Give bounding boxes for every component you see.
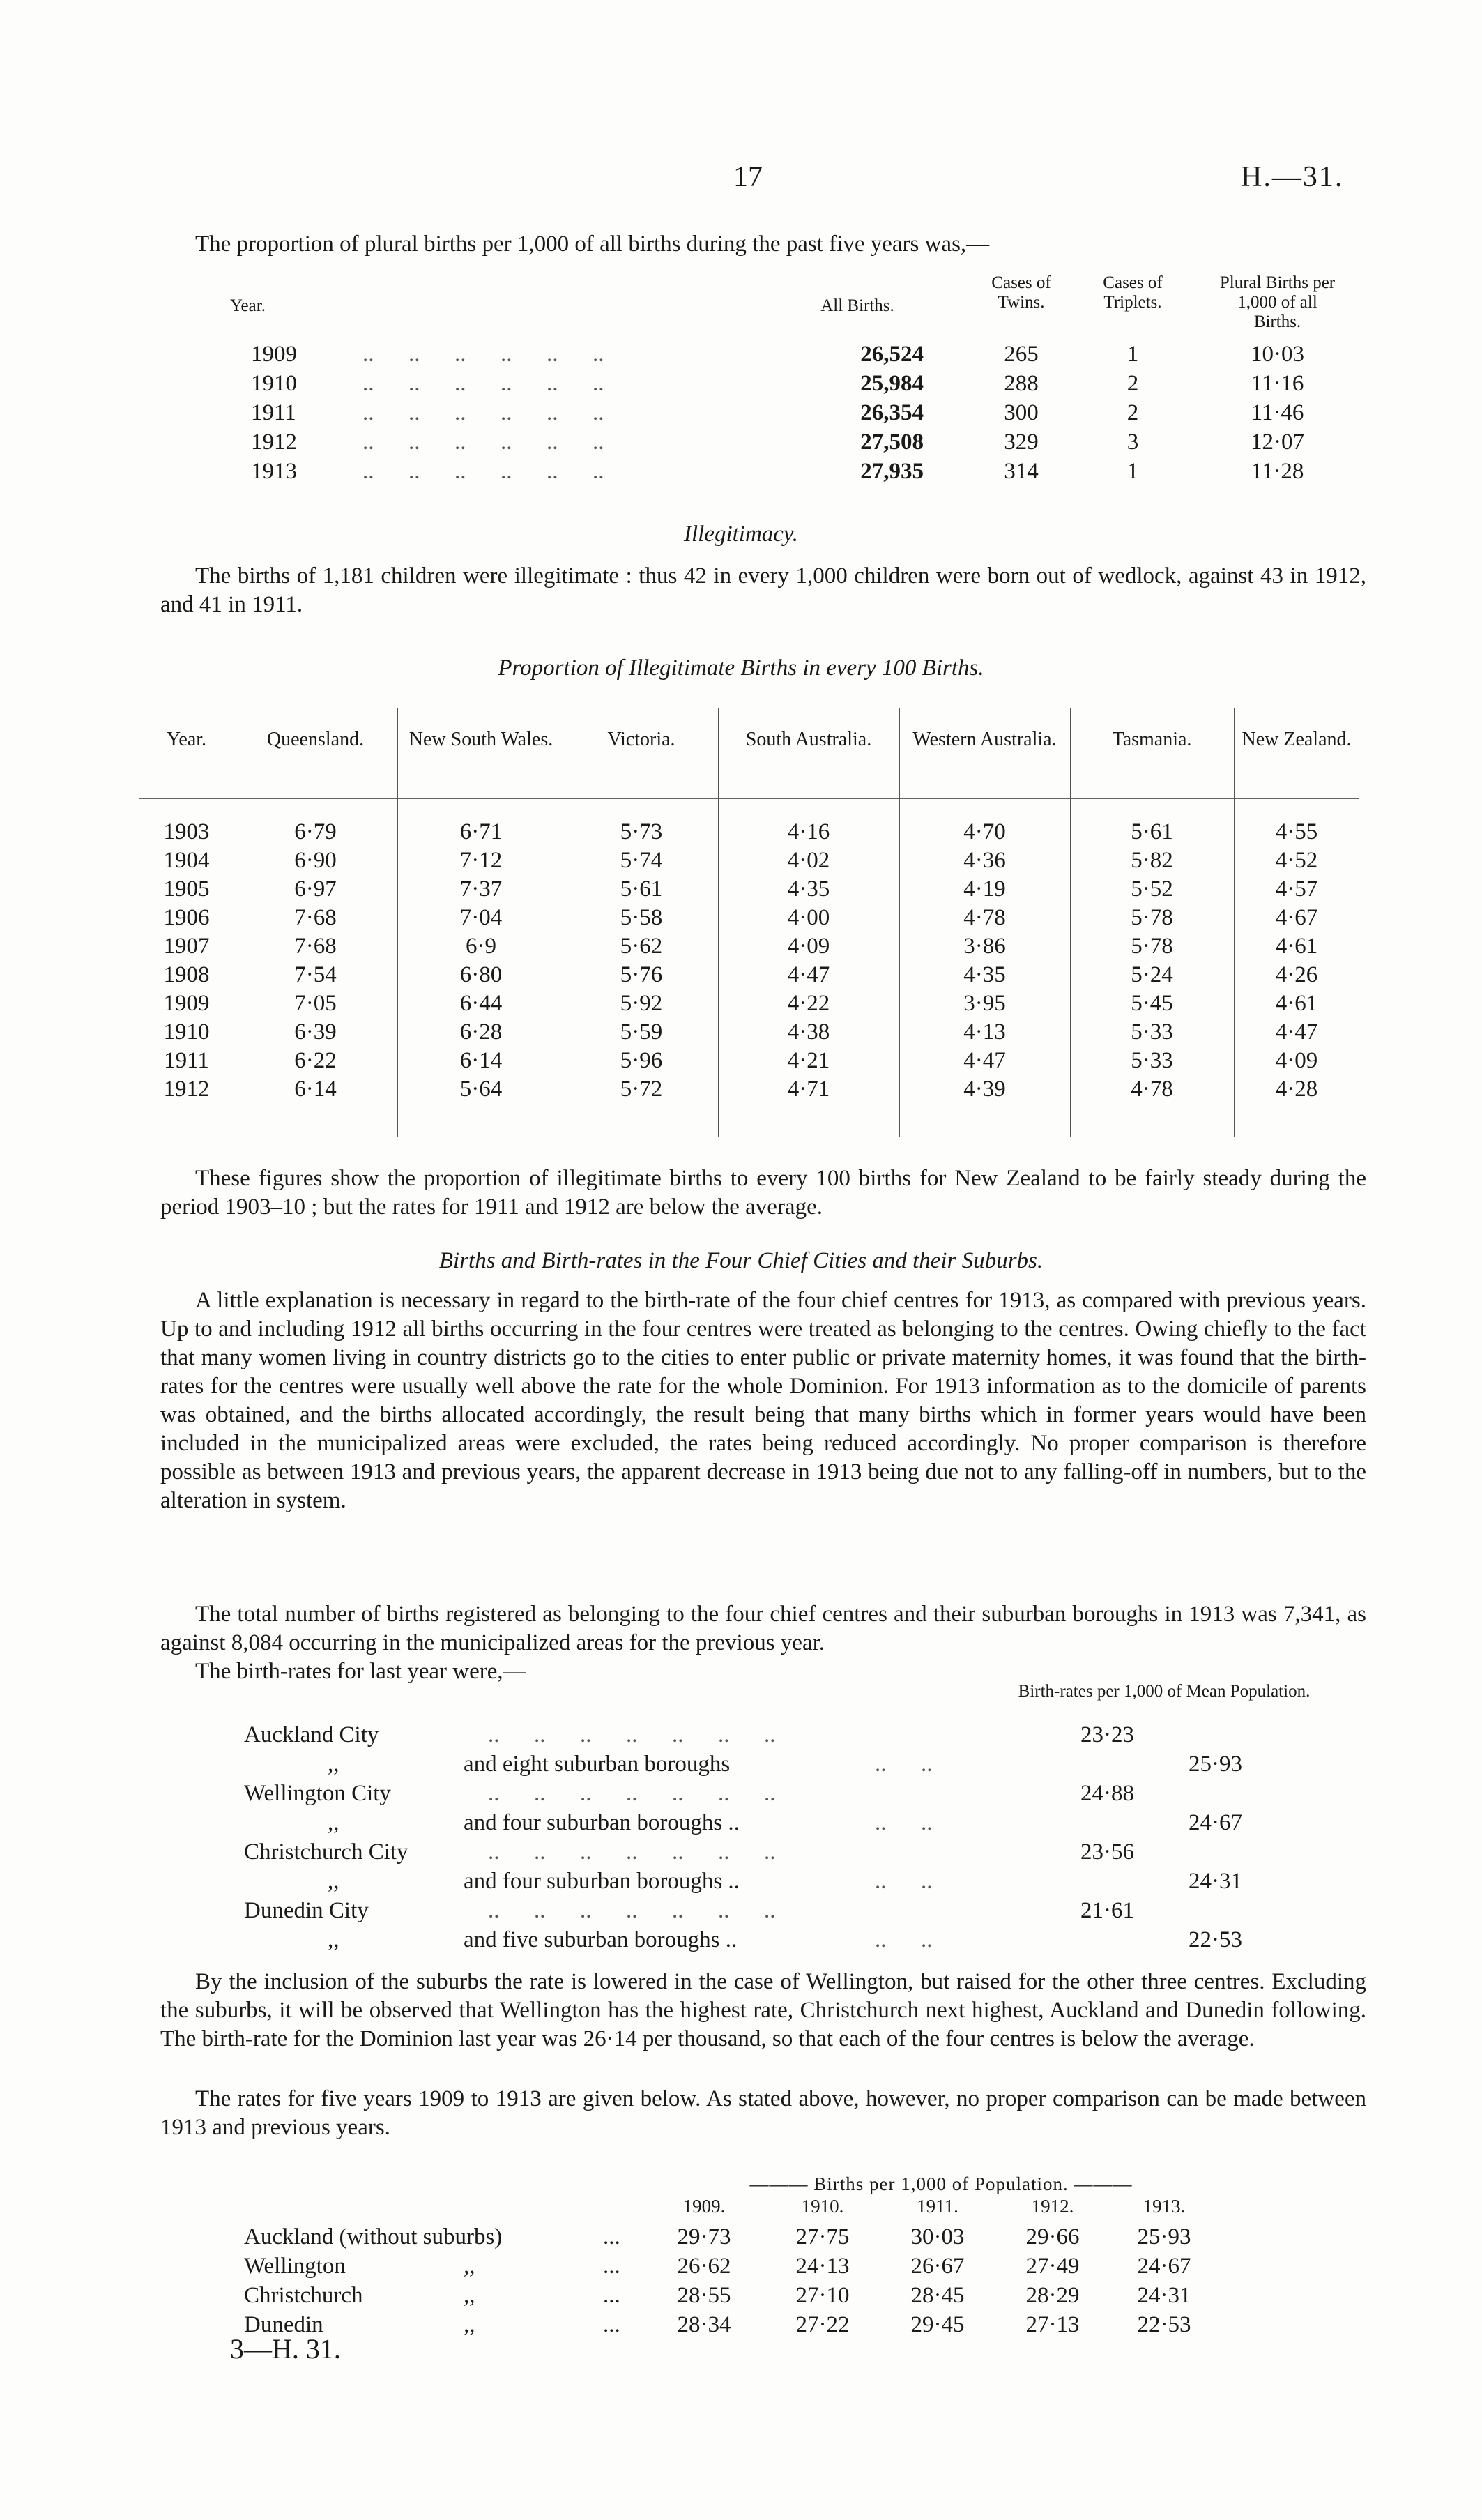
- row-year: 1909: [163, 991, 210, 1016]
- table-header-rule: [139, 798, 1359, 799]
- plural-year: 1909: [251, 342, 297, 367]
- rate-cell: 5·82: [1131, 848, 1173, 873]
- five-rate: 27·22: [795, 2312, 850, 2337]
- leader-dots: .. .. .. .. .. ..: [362, 459, 604, 484]
- city-label: Dunedin City: [244, 1898, 369, 1923]
- rate-cell: 6·28: [459, 1019, 503, 1045]
- five-city: Auckland (without suburbs): [244, 2224, 503, 2249]
- rate-cell: 4·47: [787, 962, 830, 987]
- plural-twins: 288: [1004, 371, 1039, 396]
- rate-cell: 4·13: [963, 1019, 1006, 1045]
- plural-all-births: 25,984: [860, 371, 924, 396]
- plural-rate: 11·16: [1251, 371, 1304, 396]
- rate-cell: 6·39: [294, 1019, 337, 1045]
- ditto-mark: ,,: [328, 1752, 339, 1777]
- city-rate: 24·88: [1080, 1781, 1134, 1806]
- illegitimacy-paragraph: The births of 1,181 children were illegitimate : thus 42 in every 1,000 children were born out of wedlock, against 43 in 1912, and 41 in 1911.: [160, 563, 1366, 617]
- rate-cell: 6·44: [459, 991, 503, 1016]
- leader-dots: ...: [603, 2283, 620, 2308]
- year-header: 1913.: [1143, 2196, 1186, 2217]
- suburb-rate: 24·67: [1189, 1810, 1242, 1835]
- document-reference: H.—31.: [1241, 161, 1344, 193]
- suburb-label: and four suburban boroughs ..: [464, 1810, 740, 1835]
- ditto-mark: ,,: [328, 1869, 339, 1894]
- plural-triplets: 2: [1126, 371, 1139, 396]
- plural-all-births: 26,354: [860, 400, 924, 425]
- five-rate: 24·67: [1137, 2254, 1191, 2279]
- five-rate: 29·45: [910, 2312, 965, 2337]
- five-rate: 29·66: [1025, 2224, 1080, 2249]
- plural-twins: 265: [1004, 342, 1039, 367]
- five-rate: 26·67: [910, 2254, 965, 2279]
- rate-cell: 3·86: [963, 934, 1006, 959]
- plural-col-all-births: All Births.: [820, 296, 894, 315]
- rate-cell: 4·16: [787, 819, 830, 844]
- leader-dots: .. .. .. .. .. ..: [362, 371, 604, 396]
- leader-dots: .. ..: [875, 1810, 933, 1835]
- city-label: Auckland City: [244, 1722, 379, 1747]
- five-rate: 28·29: [1025, 2283, 1080, 2308]
- rate-cell: 5·61: [620, 876, 663, 902]
- plural-rate: 12·07: [1251, 430, 1304, 455]
- plural-triplets: 3: [1126, 430, 1139, 455]
- row-year: 1907: [163, 934, 210, 959]
- rate-cell: 4·55: [1275, 819, 1318, 844]
- rate-cell: 4·38: [787, 1019, 830, 1045]
- rate-cell: 7·04: [459, 905, 503, 930]
- rate-cell: 5·45: [1131, 991, 1173, 1016]
- rate-cell: 4·71: [787, 1077, 830, 1102]
- row-year: 1905: [163, 876, 210, 902]
- column-header: Victoria.: [607, 729, 675, 750]
- rate-cell: 4·61: [1275, 991, 1318, 1016]
- cities-paragraph-3: The birth-rates for last year were,—: [195, 1659, 526, 1684]
- plural-year: 1911: [251, 400, 296, 425]
- ditto-mark: ,,: [464, 2254, 475, 2279]
- leader-dots: .. .. .. .. .. ..: [362, 342, 604, 367]
- rate-cell: 7·12: [459, 848, 503, 873]
- five-rate: 28·45: [910, 2283, 965, 2308]
- rate-cell: 4·39: [963, 1077, 1006, 1102]
- rate-cell: 4·78: [963, 905, 1006, 930]
- five-rate: 27·75: [795, 2224, 850, 2249]
- rate-cell: 4·19: [963, 876, 1006, 902]
- suburb-rate: 24·31: [1189, 1869, 1242, 1894]
- five-city: Christchurch: [244, 2283, 363, 2308]
- row-year: 1906: [163, 905, 210, 930]
- year-header: 1910.: [801, 2196, 844, 2217]
- leader-dots: .. ..: [875, 1752, 933, 1777]
- ditto-mark: ,,: [464, 2312, 475, 2337]
- leader-dots: .. .. .. .. .. .. ..: [488, 1722, 776, 1747]
- ditto-mark: ,,: [328, 1927, 339, 1952]
- illegitimacy-comment: These figures show the proportion of illegitimate births to every 100 births for New Zealand to be fairly steady during the period 1903–10 ; but the rates for 1911 and 1912 are below the average.: [160, 1166, 1366, 1220]
- city-rate: 23·56: [1080, 1839, 1134, 1865]
- rate-cell: 5·52: [1131, 876, 1173, 902]
- plural-triplets: 1: [1126, 459, 1139, 484]
- rate-cell: 5·58: [620, 905, 663, 930]
- rate-cell: 5·64: [459, 1077, 503, 1102]
- column-header: Western Australia.: [912, 729, 1057, 750]
- five-rate: 28·34: [677, 2312, 731, 2337]
- page-number: 17: [733, 161, 763, 193]
- row-year: 1910: [163, 1019, 210, 1045]
- rate-cell: 4·21: [787, 1048, 830, 1073]
- cities-paragraph-5: The rates for five years 1909 to 1913 are given below. As stated above, however, no proper comparison can be made between 1913 and previous years.: [160, 2086, 1366, 2140]
- five-rate: 28·55: [677, 2283, 731, 2308]
- five-rate: 24·13: [795, 2254, 850, 2279]
- leader-dots: ...: [603, 2254, 620, 2279]
- rate-cell: 4·36: [963, 848, 1006, 873]
- rate-cell: 4·35: [787, 876, 830, 902]
- rate-cell: 5·33: [1131, 1048, 1173, 1073]
- plural-col-rate: Plural Births per 1,000 of all Births.: [1219, 273, 1336, 331]
- rate-cell: 5·78: [1131, 934, 1173, 959]
- rate-cell: 5·33: [1131, 1019, 1173, 1045]
- rate-cell: 6·14: [294, 1077, 337, 1102]
- five-rate: 25·93: [1137, 2224, 1191, 2249]
- signature-mark: 3—H. 31.: [230, 2333, 341, 2365]
- rate-cell: 7·05: [294, 991, 337, 1016]
- plural-all-births: 27,935: [860, 459, 924, 484]
- rate-cell: 6·79: [294, 819, 337, 844]
- plural-twins: 300: [1004, 400, 1039, 425]
- plural-col-triplets: Cases of Triplets.: [1103, 273, 1163, 312]
- rate-cell: 4·47: [1275, 1019, 1318, 1045]
- five-rate: 26·62: [677, 2254, 731, 2279]
- row-year: 1903: [163, 819, 210, 844]
- plural-intro: The proportion of plural births per 1,000 of all births during the past five years was,—: [195, 231, 990, 257]
- column-header: Queensland.: [266, 729, 365, 750]
- rate-cell: 4·35: [963, 962, 1006, 987]
- year-header: 1911.: [917, 2196, 958, 2217]
- plural-all-births: 27,508: [860, 430, 924, 455]
- rate-cell: 4·22: [787, 991, 830, 1016]
- plural-twins: 314: [1004, 459, 1039, 484]
- rate-cell: 4·00: [787, 905, 830, 930]
- five-rate: 29·73: [677, 2224, 731, 2249]
- five-year-header-text: [655, 2174, 1227, 2194]
- cities-paragraph-1: A little explanation is necessary in regard to the birth-rate of the four chief centres for 1913, as compared with previous years. Up to and including 1912 all births occurring in the four centres were treated as belonging to the centres. Owing chiefly to the fact that many women living in country districts go to the cities to enter public or private maternity homes, it was found that the birth-rates for the centres were usually well above the rate for the whole Dominion. For 1913 information as to the domicile of parents was obtained, and the births allocated accordingly, the result being that many births which in former years would have been included in the municipalized areas were excluded, the rates being reduced accordingly. No proper comparison is therefore possible as between 1913 and previous years, the apparent decrease in 1913 being due not to any falling-off in numbers, but to the alteration in system.: [160, 1288, 1366, 1513]
- rate-cell: 4·70: [963, 819, 1006, 844]
- suburb-rate: 22·53: [1189, 1927, 1242, 1952]
- rate-cell: 7·68: [294, 905, 337, 930]
- rate-cell: 4·02: [787, 848, 830, 873]
- five-rate: 24·31: [1137, 2283, 1191, 2308]
- row-year: 1904: [163, 848, 210, 873]
- ditto-mark: ,,: [464, 2283, 475, 2308]
- suburb-rate: 25·93: [1189, 1752, 1242, 1777]
- five-rate: 27·49: [1025, 2254, 1080, 2279]
- five-year-header: ——— Births per 1,000 of Population. ———: [749, 2173, 1133, 2194]
- plural-col-year: Year.: [230, 296, 266, 315]
- rate-cell: 6·9: [466, 934, 496, 959]
- leader-dots: .. .. .. .. .. .. ..: [488, 1839, 776, 1865]
- rates-header: Birth-rates per 1,000 of Mean Population.: [1018, 1682, 1311, 1701]
- rate-cell: 5·78: [1131, 905, 1173, 930]
- city-rate: 23·23: [1080, 1722, 1134, 1747]
- plural-year: 1912: [251, 430, 297, 455]
- column-header: South Australia.: [745, 729, 872, 750]
- leader-dots: ...: [603, 2312, 620, 2337]
- five-city: Dunedin: [244, 2312, 323, 2337]
- plural-all-births: 26,524: [860, 342, 924, 367]
- plural-twins: 329: [1004, 430, 1039, 455]
- row-year: 1912: [163, 1077, 210, 1102]
- year-header: 1909.: [682, 2196, 726, 2217]
- rate-cell: 5·76: [620, 962, 663, 987]
- rate-cell: 7·68: [294, 934, 337, 959]
- rate-cell: 4·52: [1275, 848, 1318, 873]
- illegitimacy-heading: Illegitimacy.: [683, 522, 799, 547]
- rate-cell: 5·24: [1131, 962, 1173, 987]
- leader-dots: .. .. .. .. .. ..: [362, 400, 604, 425]
- plural-rate: 11·46: [1251, 400, 1304, 425]
- rate-cell: 5·72: [620, 1077, 663, 1102]
- plural-year: 1913: [251, 459, 297, 484]
- leader-dots: .. ..: [875, 1869, 933, 1894]
- plural-rate: 10·03: [1251, 342, 1304, 367]
- leader-dots: ...: [603, 2224, 620, 2249]
- rate-cell: 7·54: [294, 962, 337, 987]
- city-label: Wellington City: [244, 1781, 391, 1806]
- cities-paragraph-2: The total number of births registered as belonging to the four chief centres and their suburban boroughs in 1913 was 7,341, as against 8,084 occurring in the municipalized areas for the previous year.: [160, 1602, 1366, 1655]
- five-rate: 22·53: [1137, 2312, 1191, 2337]
- rate-cell: 4·09: [787, 934, 830, 959]
- column-header: Year.: [166, 729, 207, 750]
- rate-cell: 5·92: [620, 991, 663, 1016]
- rate-cell: 6·80: [459, 962, 503, 987]
- rate-cell: 3·95: [963, 991, 1006, 1016]
- rate-cell: 7·37: [459, 876, 503, 902]
- row-year: 1911: [164, 1048, 209, 1073]
- column-header: Tasmania.: [1112, 729, 1192, 750]
- cities-heading: Births and Birth-rates in the Four Chief Cities and their Suburbs.: [438, 1248, 1044, 1273]
- row-year: 1908: [163, 962, 210, 987]
- rate-cell: 6·14: [459, 1048, 503, 1073]
- five-city: Wellington: [244, 2254, 346, 2279]
- five-rate: 27·10: [795, 2283, 850, 2308]
- leader-dots: .. .. .. .. .. .. ..: [488, 1781, 776, 1806]
- five-rate: 30·03: [910, 2224, 965, 2249]
- plural-triplets: 1: [1126, 342, 1139, 367]
- rate-cell: 4·47: [963, 1048, 1006, 1073]
- city-rate: 21·61: [1080, 1898, 1134, 1923]
- city-label: Christchurch City: [244, 1839, 408, 1865]
- rate-cell: 4·28: [1275, 1077, 1318, 1102]
- five-rate: 27·13: [1025, 2312, 1080, 2337]
- suburb-label: and five suburban boroughs ..: [464, 1927, 738, 1952]
- rate-cell: 5·59: [620, 1019, 663, 1045]
- rate-cell: 4·26: [1275, 962, 1318, 987]
- ditto-mark: ,,: [328, 1810, 339, 1835]
- rate-cell: 5·74: [620, 848, 663, 873]
- plural-year: 1910: [251, 371, 297, 396]
- rate-cell: 6·97: [294, 876, 337, 902]
- suburb-label: and four suburban boroughs ..: [464, 1869, 740, 1894]
- rate-cell: 6·22: [294, 1048, 337, 1073]
- rate-cell: 4·57: [1275, 876, 1318, 902]
- rate-cell: 4·78: [1131, 1077, 1173, 1102]
- suburb-label: and eight suburban boroughs: [464, 1752, 731, 1777]
- rate-cell: 5·96: [620, 1048, 663, 1073]
- plural-triplets: 2: [1126, 400, 1139, 425]
- rate-cell: 4·67: [1275, 905, 1318, 930]
- cities-paragraph-4: By the inclusion of the suburbs the rate is lowered in the case of Wellington, but raised for the other three centres. Excluding the suburbs, it will be observed that Wellington has the highest rate, Christchurch next highest, Auckland and Dunedin following. The birth-rate for the Dominion last year was 26·14 per thousand, so that each of the four centres is below the average.: [160, 1969, 1366, 2051]
- column-header: New Zealand.: [1242, 729, 1352, 750]
- rate-cell: 6·90: [294, 848, 337, 873]
- illegitimate-table-title: Proportion of Illegitimate Births in every 100 Births.: [498, 655, 984, 681]
- rate-cell: 5·73: [620, 819, 663, 844]
- plural-col-twins: Cases of Twins.: [991, 273, 1051, 312]
- rate-cell: 5·62: [620, 934, 663, 959]
- rate-cell: 5·61: [1131, 819, 1173, 844]
- leader-dots: .. .. .. .. .. .. ..: [488, 1898, 776, 1923]
- year-header: 1912.: [1031, 2196, 1074, 2217]
- leader-dots: .. ..: [875, 1927, 933, 1952]
- plural-rate: 11·28: [1251, 459, 1304, 484]
- rate-cell: 4·09: [1275, 1048, 1318, 1073]
- rate-cell: 6·71: [459, 819, 503, 844]
- column-header: New South Wales.: [408, 729, 553, 750]
- rate-cell: 4·61: [1275, 934, 1318, 959]
- leader-dots: .. .. .. .. .. ..: [362, 430, 604, 455]
